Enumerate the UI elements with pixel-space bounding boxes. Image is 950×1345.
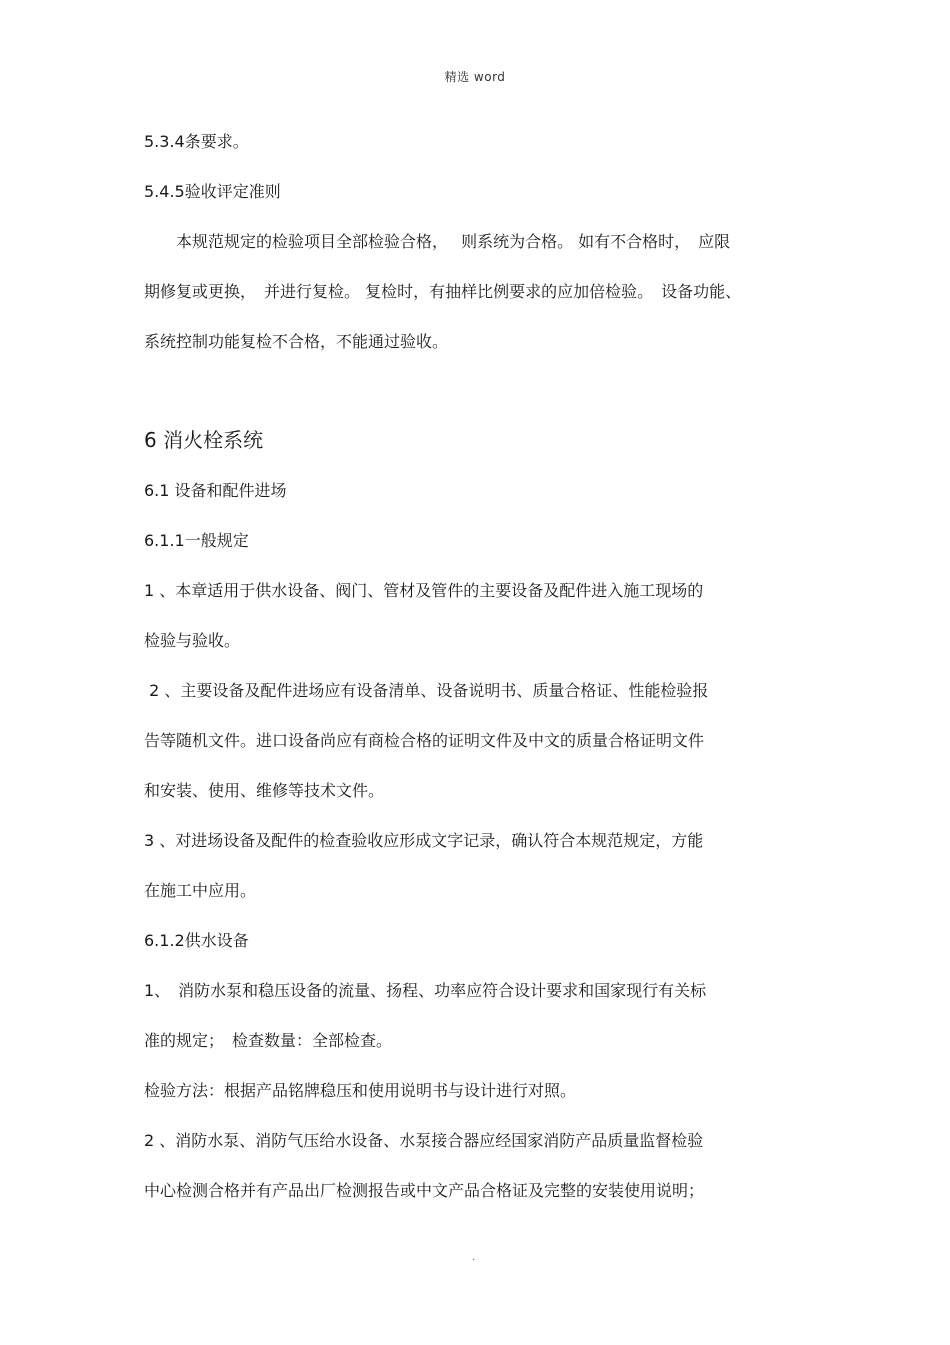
list-item-line: 在施工中应用。 — [144, 881, 257, 900]
list-item-line: 中心检测合格并有产品出厂检测报告或中文产品合格证及完整的安装使用说明； — [144, 1181, 705, 1200]
list-item-line: 1、 消防水泵和稳压设备的流量、扬程、功率应符合设计要求和国家现行有关标 — [144, 981, 707, 1000]
list-item-line: 2 、主要设备及配件进场应有设备清单、设备说明书、质量合格证、性能检验报 — [144, 681, 709, 700]
list-item-line: 检验与验收。 — [144, 631, 241, 650]
paragraph-line: 期修复或更换， 并进行复检。 复检时，有抽样比例要求的应加倍检验。 设备功能、 — [144, 282, 742, 301]
section-heading: 6.1 设备和配件进场 — [144, 481, 287, 500]
subsection-heading: 6.1.2供水设备 — [144, 931, 249, 950]
page-footer: . — [472, 1252, 476, 1263]
paragraph-line: 本规范规定的检验项目全部检验合格， 则系统为合格。 如有不合格时， 应限 — [144, 232, 731, 251]
subsection-heading: 6.1.1一般规定 — [144, 531, 249, 550]
list-item-line: 3 、对进场设备及配件的检查验收应形成文字记录，确认符合本规范规定，方能 — [144, 831, 704, 850]
section-heading: 5.4.5验收评定准则 — [144, 182, 281, 201]
list-item-line: 2 、消防水泵、消防气压给水设备、水泵接合器应经国家消防产品质量监督检验 — [144, 1131, 704, 1150]
text-line: 5.3.4条要求。 — [144, 132, 249, 151]
chapter-title: 6 消火栓系统 — [144, 428, 264, 452]
paragraph-line: 系统控制功能复检不合格，不能通过验收。 — [144, 332, 449, 351]
list-item-line: 1 、本章适用于供水设备、阀门、管材及管件的主要设备及配件进入施工现场的 — [144, 581, 704, 600]
list-item-line: 准的规定； 检查数量：全部检查。 — [144, 1031, 393, 1050]
page-header: 精选 word — [444, 70, 506, 84]
list-item-line: 和安装、使用、维修等技术文件。 — [144, 781, 385, 800]
list-item-line: 告等随机文件。进口设备尚应有商检合格的证明文件及中文的质量合格证明文件 — [144, 731, 705, 750]
text-line: 检验方法：根据产品铭牌稳压和使用说明书与设计进行对照。 — [144, 1081, 577, 1100]
